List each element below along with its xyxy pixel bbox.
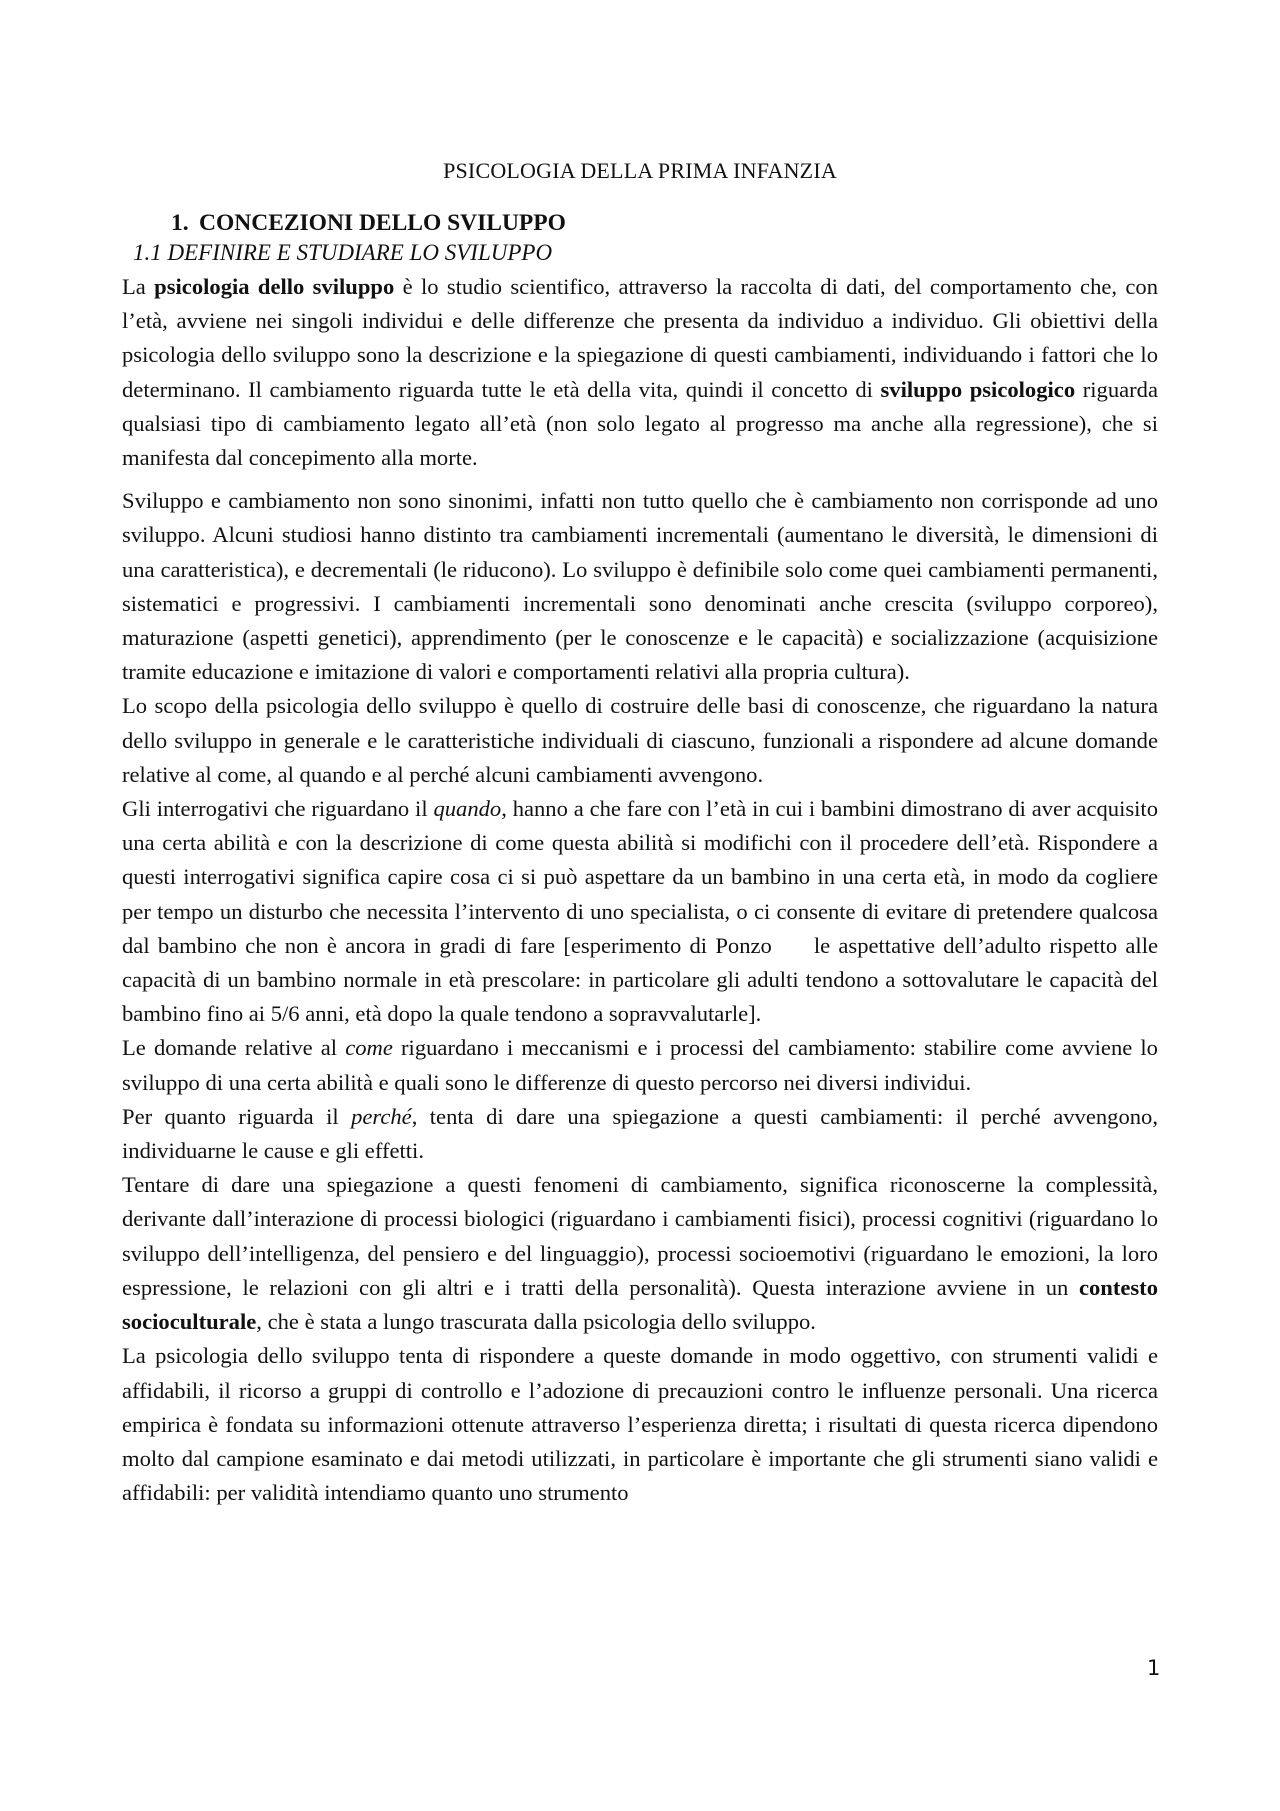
body-text [122,270,1158,1510]
paragraph-8: La psicologia dello sviluppo tenta di rispondere a queste domande in modo oggettivo, con strumenti validi e affidabili, il ricorso a gruppi di controllo e l’adozione di precauzioni contro le influenze personali. Una ricerca empirica è fondata su informazioni ottenute attraverso l’esperienza diretta; i risultati di questa ricerca dipendono molto dal campione esaminato e dai metodi utilizzati, in particolare è importante che gli strumenti siano validi e affidabili: per validità intendiamo quanto uno strumento [122,1343,1158,1506]
chapter-number: 1. [171,210,189,236]
paragraph-4-text: , hanno a che fare con l’età in cui i bambini dimostrano di aver acquisito una certa abilità e con la descrizione di come questa abilità si modifichi con il procedere dell’età. Rispondere a questi interrogativi significa capire cosa ci si può aspettare da un bambino in una certa età, in modo da cogliere per tempo un disturbo che necessita l’intervento di uno specialista, o ci consente di evitare di pretendere qualcosa dal bambino che non è ancora in gradi di fare [esperimento di Ponzo [122,796,1158,958]
term-contesto-socioculturale: contesto socioculturale [122,1274,1158,1335]
paragraph-3: Lo scopo della psicologia dello sviluppo è quello di costruire delle basi di conoscenze, che riguardano la natura dello sviluppo in generale e le caratteristiche individuali di ciascuno, funzionali a rispondere ad alcune domande relative al come, al quando e al perché alcuni cambiamenti avvengono. [122,693,1158,787]
paragraph-7 [122,1168,1158,1339]
document-title: PSICOLOGIA DELLA PRIMA INFANZIA [443,158,837,183]
paragraph-6-text: Per quanto riguarda il [122,1103,352,1129]
paragraph-7-text: , che è stata a lungo trascurata dalla psicologia dello sviluppo. [256,1309,816,1335]
section-heading: 1.1 DEFINIRE E STUDIARE LO SVILUPPO [133,240,553,265]
paragraph-5-text: Le domande relative al [122,1035,346,1061]
paragraph-4-text: Gli interrogativi che riguardano il [122,796,434,822]
term-come: come [345,1035,393,1061]
term-sviluppo-psicologico: sviluppo psicologico [880,376,1076,402]
term-perche: perché [351,1103,412,1129]
paragraph-4 [122,792,1158,1031]
paragraph-1 [122,270,1158,475]
paragraph-5-text: riguardano i meccanismi e i processi del cambiamento: stabilire come avviene lo sviluppo di una certa abilità e quali sono le differenze di questo percorso nei diversi individui. [122,1035,1158,1095]
term-quando: quando [433,796,502,822]
paragraph-6-text: , tenta di dare una spiegazione a questi cambiamenti: il perché avvengono, individuarne le cause e gli effetti. [122,1103,1158,1164]
paragraph-1-text: La [122,274,155,299]
page-number: 1 [1147,1656,1161,1680]
paragraph-6 [122,1100,1158,1168]
paragraph-1-text: riguarda qualsiasi tipo di cambiamento legato all’età (non solo legato al progresso ma anche alla regressione), che si manifesta dal concepimento alla morte. [122,376,1158,471]
paragraph-7-text: Tentare di dare una spiegazione a questi fenomeni di cambiamento, significa riconoscerne la complessità, derivante dall’interazione di processi biologici (riguardano i cambiamenti fisici), processi cognitivi (riguardano lo sviluppo dell’intelligenza, del pensiero e del linguaggio), processi socioemotivi (riguardano le emozioni, la loro espressione, le relazioni con gli altri e i tratti della personalità). Questa interazione avviene in un [122,1172,1158,1300]
paragraph-5 [122,1031,1158,1099]
term-psicologia-dello-sviluppo: psicologia dello sviluppo [154,274,395,299]
chapter-title: CONCEZIONI DELLO SVILUPPO [199,210,566,236]
paragraph-4-text: le aspettative dell’adulto rispetto alle capacità di un bambino normale in età prescolare: in particolare gli adulti tendono a sottovalutare le capacità del bambino fino ai 5/6 anni, età dopo la quale tendono a sopravvalutarle]. [122,932,1158,1027]
paragraph-1-text: è lo studio scientifico, attraverso la raccolta di dati, del comportamento che, con l’età, avviene nei singoli individui e delle differenze che presenta da individuo a individuo. Gli obiettivi della psicologia dello sviluppo sono la descrizione e la spiegazione di questi cambiamenti, individuando i fattori che lo determinano. Il cambiamento riguarda tutte le età della vita, quindi il concetto di [122,274,1158,402]
chapter-heading [171,210,566,237]
paragraph-2: Sviluppo e cambiamento non sono sinonimi, infatti non tutto quello che è cambiamento non corrisponde ad uno sviluppo. Alcuni studiosi hanno distinto tra cambiamenti incrementali (aumentano le diversità, le dimensioni di una caratteristica), e decrementali (le riducono). Lo sviluppo è definibile solo come quei cambiamenti permanenti, sistematici e progressivi. I cambiamenti incrementali sono denominati anche crescita (sviluppo corporeo), maturazione (aspetti genetici), apprendimento (per le conoscenze e le capacità) e socializzazione (acquisizione tramite educazione e imitazione di valori e comportamenti relativi alla propria cultura). [122,488,1158,685]
